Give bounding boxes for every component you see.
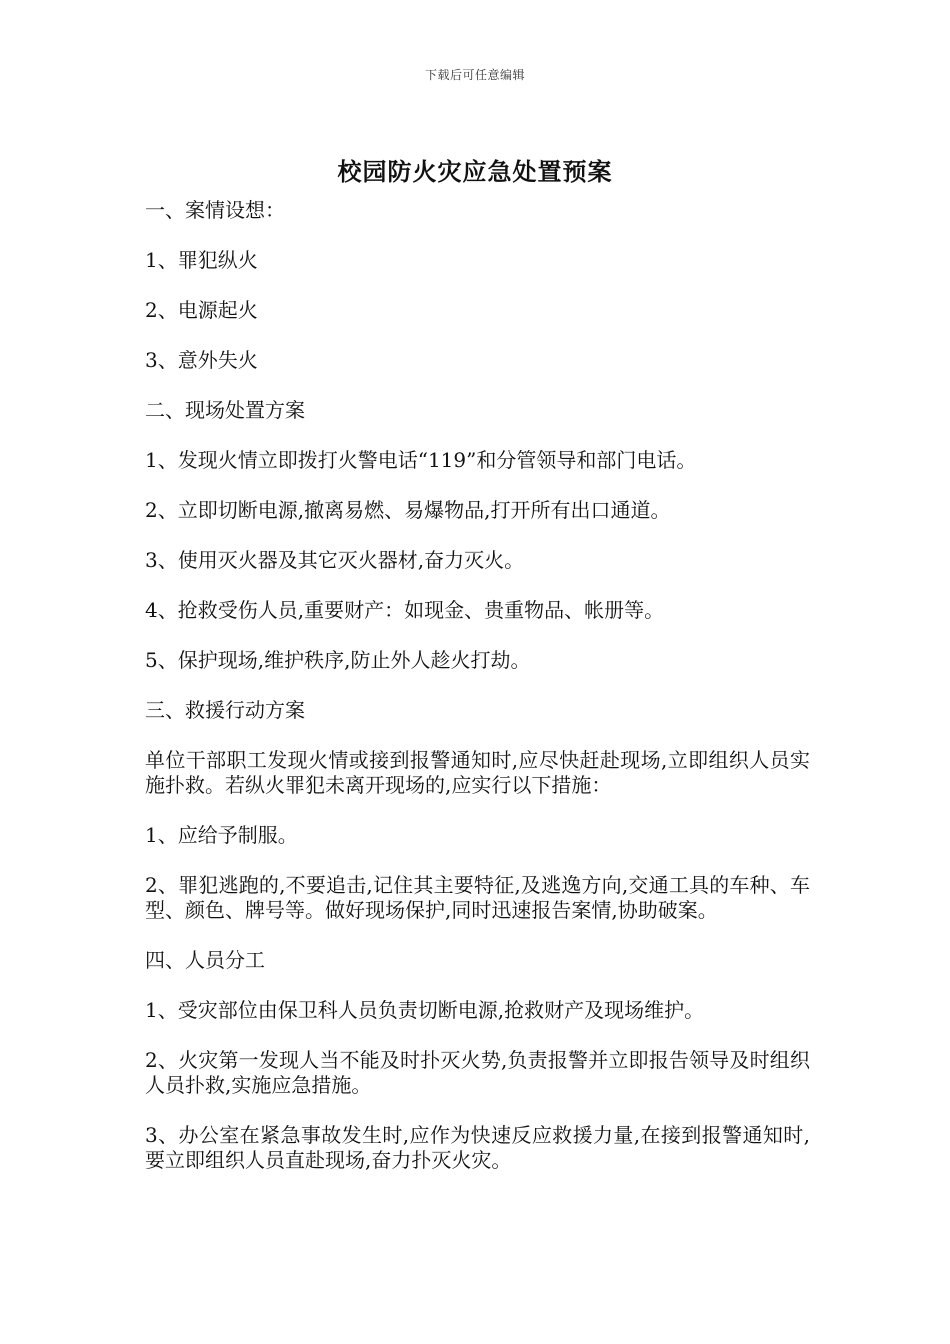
list-item: 2、火灾第一发现人当不能及时扑灭火势,负责报警并立即报告领导及时组织人员扑救,实施应急措施。 <box>145 1048 810 1097</box>
list-item: 1、受灾部位由保卫科人员负责切断电源,抢救财产及现场维护。 <box>145 998 705 1022</box>
header-note: 下载后可任意编辑 <box>424 68 525 82</box>
body-paragraph: 单位干部职工发现火情或接到报警通知时,应尽快赶赴现场,立即组织人员实施扑救。若纵火罪犯未离开现场的,应实行以下措施： <box>145 748 810 797</box>
list-item: 1、应给予制服。 <box>145 823 298 847</box>
section-heading-2: 二、现场处置方案 <box>145 398 305 422</box>
list-item: 1、罪犯纵火 <box>145 248 258 272</box>
section-heading-3: 三、救援行动方案 <box>145 698 305 722</box>
list-item: 2、罪犯逃跑的,不要追击,记住其主要特征,及逃逸方向,交通工具的车种、车型、颜色、牌号等。做好现场保护,同时迅速报告案情,协助破案。 <box>145 873 810 922</box>
list-item: 1、发现火情立即拨打火警电话“119”和分管领导和部门电话。 <box>145 448 697 472</box>
section-heading-1: 一、案情设想： <box>145 198 285 222</box>
list-item: 3、办公室在紧急事故发生时,应作为快速反应救援力量,在接到报警通知时,要立即组织人员直赴现场,奋力扑灭火灾。 <box>145 1123 810 1172</box>
document-title: 校园防火灾应急处置预案 <box>337 157 613 186</box>
list-item: 3、意外失火 <box>145 348 258 372</box>
section-heading-4: 四、人员分工 <box>145 948 265 972</box>
list-item: 5、保护现场,维护秩序,防止外人趁火打劫。 <box>145 648 531 672</box>
list-item: 2、电源起火 <box>145 298 258 322</box>
document-body <box>145 198 810 1198</box>
list-item: 2、立即切断电源,撤离易燃、易爆物品,打开所有出口通道。 <box>145 498 671 522</box>
list-item: 3、使用灭火器及其它灭火器材,奋力灭火。 <box>145 548 525 572</box>
list-item: 4、抢救受伤人员,重要财产：如现金、贵重物品、帐册等。 <box>145 598 665 622</box>
